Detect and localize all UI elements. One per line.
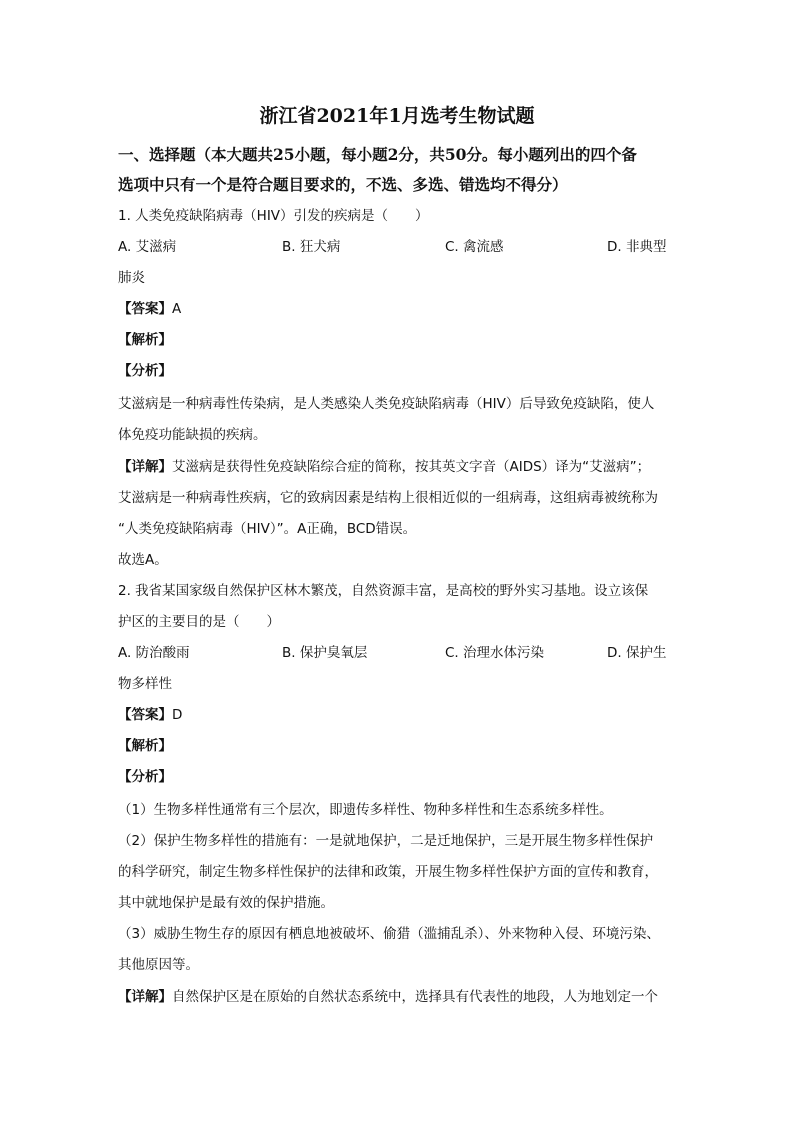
q1-xiangjie — [118, 456, 680, 478]
q1-answer-value: A — [172, 301, 182, 317]
section-heading-line-2: 选项中只有一个是符合题目要求的，不选、多选、错选均不得分） — [118, 175, 568, 194]
q2-xiangjie-first: 自然保护区是在原始的自然状态系统中，选择具有代表性的地段，人为地划定一个 — [172, 989, 658, 1005]
q1-xiangjie-label: 【详解】 — [118, 459, 172, 475]
q1-option-a: A. 艾滋病 — [118, 239, 177, 255]
q1-fenxi-line: 体免疫功能缺损的疾病。 — [118, 427, 267, 443]
q2-stem-line: 2. 我省某国家级自然保护区林木繁茂，自然资源丰富，是高校的野外实习基地。设立该保 — [118, 583, 649, 599]
q2-jiexi-label: 【解析】 — [118, 738, 172, 754]
q2-fenxi-line: （3）威胁生物生存的原因有栖息地被破坏、偷猎（滥捕乱杀）、外来物种入侵、环境污染、 — [118, 926, 660, 942]
section-heading-line-1: 一、选择题（本大题共25小题，每小题2分，共50分。每小题列出的四个备 — [118, 145, 637, 164]
q2-option-a: A. 防治酸雨 — [118, 645, 190, 661]
q2-answer-value: D — [172, 707, 183, 723]
q2-xiangjie-label: 【详解】 — [118, 989, 172, 1005]
q2-fenxi-label: 【分析】 — [118, 769, 172, 785]
q2-option-d-continued: 物多样性 — [118, 676, 172, 692]
q1-xiangjie-line: 艾滋病是一种病毒性疾病，它的致病因素是结构上很相近似的一组病毒，这组病毒被统称为 — [118, 490, 658, 506]
q1-xiangjie-first: 艾滋病是获得性免疫缺陷综合症的简称，按其英文字音（AIDS）译为“艾滋病”； — [172, 459, 651, 475]
q2-fenxi-line: 其中就地保护是最有效的保护措施。 — [118, 895, 334, 911]
q1-option-b: B. 狂犬病 — [282, 239, 341, 255]
q1-option-d: D. 非典型 — [607, 239, 667, 255]
q2-fenxi-line: （2）保护生物多样性的措施有：一是就地保护，二是迁地保护，三是开展生物多样性保护 — [118, 833, 654, 849]
q1-option-d-continued: 肺炎 — [118, 270, 145, 286]
q1-answer — [118, 298, 680, 320]
q2-option-c: C. 治理水体污染 — [445, 645, 545, 661]
q1-stem: 1. 人类免疫缺陷病毒（HIV）引发的疾病是（ ） — [118, 208, 429, 224]
q2-answer-label: 【答案】 — [118, 707, 172, 723]
q1-fenxi-line: 艾滋病是一种病毒性传染病，是人类感染人类免疫缺陷病毒（HIV）后导致免疫缺陷，使人 — [118, 396, 655, 412]
q2-xiangjie — [118, 986, 680, 1008]
q1-xiangjie-line: “人类免疫缺陷病毒（HIV）”。A正确，BCD错误。 — [118, 521, 417, 537]
q1-answer-label: 【答案】 — [118, 301, 172, 317]
q2-fenxi-line: 的科学研究，制定生物多样性保护的法律和政策，开展生物多样性保护方面的宣传和教育， — [118, 864, 658, 880]
q2-option-d: D. 保护生 — [607, 645, 667, 661]
q1-option-c: C. 禽流感 — [445, 239, 504, 255]
q2-answer — [118, 704, 680, 726]
page-title: 浙江省2021年1月选考生物试题 — [259, 105, 535, 127]
q2-fenxi-line: 其他原因等。 — [118, 957, 199, 973]
q2-option-b: B. 保护臭氧层 — [282, 645, 368, 661]
q1-jiexi-label: 【解析】 — [118, 332, 172, 348]
q1-xiangjie-line: 故选A。 — [118, 552, 168, 568]
q1-fenxi-label: 【分析】 — [118, 363, 172, 379]
q2-fenxi-line: （1）生物多样性通常有三个层次，即遗传多样性、物种多样性和生态系统多样性。 — [118, 802, 613, 818]
q2-stem-line: 护区的主要目的是（ ） — [118, 614, 280, 630]
